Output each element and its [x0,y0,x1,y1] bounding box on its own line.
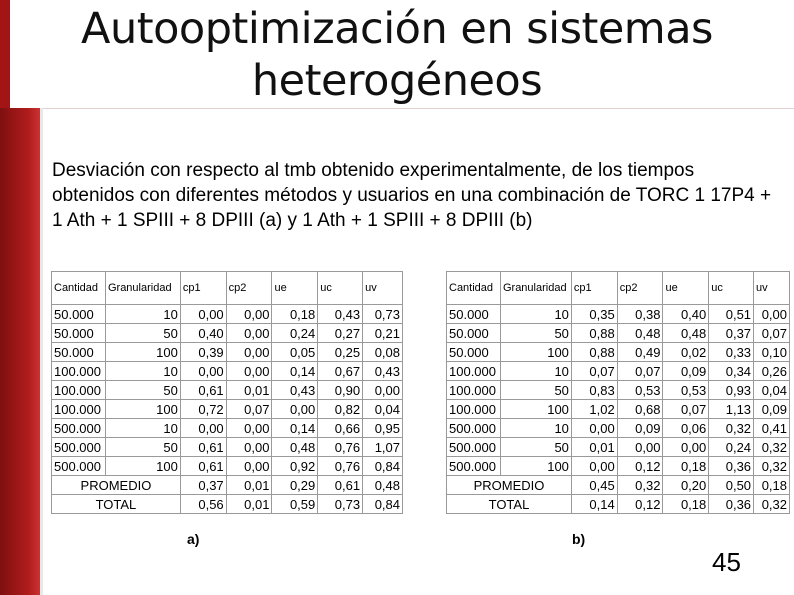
column-header: ue [272,272,318,305]
table-cell: 0,83 [571,381,617,400]
table-cell: 0,21 [363,324,403,343]
table-row [52,457,403,476]
table-cell: 0,84 [363,457,403,476]
table-cell: 0,00 [226,324,272,343]
table-row [447,362,790,381]
table-cell: 100.000 [447,400,501,419]
table-cell: 0,09 [617,419,663,438]
table-row [52,305,403,324]
table-cell: 0,39 [180,343,226,362]
table-cell: 0,14 [571,495,617,514]
table-cell: 100 [105,457,180,476]
table-cell: 0,53 [617,381,663,400]
table-row [447,343,790,362]
table-cell: 0,01 [226,476,272,495]
table-a [51,271,403,514]
page-number: 45 [712,547,741,577]
total-label: TOTAL [52,495,181,514]
table-cell: 100.000 [52,381,106,400]
table-row [447,438,790,457]
table-cell: 0,59 [272,495,318,514]
table-cell: 50 [500,438,571,457]
table-cell: 0,48 [663,324,709,343]
table-row [447,419,790,438]
table-cell: 0,00 [571,457,617,476]
table-cell: 0,12 [617,457,663,476]
table-cell: 0,18 [272,305,318,324]
table-cell: 0,09 [754,400,790,419]
table-cell: 0,09 [663,362,709,381]
table-cell: 0,50 [709,476,754,495]
table-cell: 0,27 [318,324,363,343]
table-cell: 0,01 [226,495,272,514]
table-cell: 0,76 [318,438,363,457]
table-cell: 50 [500,324,571,343]
table-cell: 0,43 [272,381,318,400]
table-cell: 0,33 [709,343,754,362]
column-header: cp1 [180,272,226,305]
table-cell: 0,29 [272,476,318,495]
table-cell: 0,18 [754,476,790,495]
total-row [447,495,790,514]
sidebar-accent [0,108,40,595]
table-cell: 0,51 [709,305,754,324]
table-cell: 500.000 [447,419,501,438]
table-cell: 0,07 [663,400,709,419]
table-cell: 0,73 [318,495,363,514]
table-cell: 0,10 [754,343,790,362]
table-cell: 1,07 [363,438,403,457]
table-row [52,324,403,343]
table-cell: 100.000 [447,362,501,381]
table-cell: 50 [105,324,180,343]
table-cell: 0,07 [571,362,617,381]
table-b [446,271,790,514]
table-cell: 0,61 [318,476,363,495]
table-cell: 0,92 [272,457,318,476]
table-cell: 0,01 [226,381,272,400]
table-cell: 0,04 [754,381,790,400]
total-label: TOTAL [447,495,572,514]
table-row [52,343,403,362]
table-cell: 10 [500,362,571,381]
table-cell: 0,37 [709,324,754,343]
table-cell: 0,61 [180,438,226,457]
table-a-header-row [52,272,403,305]
table-cell: 0,07 [617,362,663,381]
table-cell: 0,24 [272,324,318,343]
table-cell: 0,34 [709,362,754,381]
table-cell: 0,18 [663,457,709,476]
table-cell: 0,04 [363,400,403,419]
table-cell: 100 [500,457,571,476]
table-cell: 0,18 [663,495,709,514]
table-cell: 0,76 [318,457,363,476]
table-cell: 0,07 [226,400,272,419]
table-cell: 50.000 [447,324,501,343]
table-cell: 0,48 [272,438,318,457]
promedio-label: PROMEDIO [52,476,181,495]
total-row [52,495,403,514]
table-cell: 0,32 [617,476,663,495]
table-cell: 0,37 [180,476,226,495]
table-cell: 0,66 [318,419,363,438]
table-cell: 10 [105,305,180,324]
table-cell: 50.000 [447,305,501,324]
table-cell: 1,02 [571,400,617,419]
table-cell: 0,56 [180,495,226,514]
table-cell: 50.000 [52,305,106,324]
table-cell: 0,02 [663,343,709,362]
table-cell: 0,38 [617,305,663,324]
table-cell: 0,32 [754,457,790,476]
table-cell: 0,00 [226,343,272,362]
table-cell: 0,82 [318,400,363,419]
table-cell: 50.000 [52,324,106,343]
table-cell: 0,00 [226,362,272,381]
column-header: uv [754,272,790,305]
table-cell: 0,00 [226,457,272,476]
column-header: Granularidad [105,272,180,305]
table-cell: 0,00 [272,400,318,419]
slide-title-line1: Autooptimización en sistemas [81,4,713,54]
table-cell: 100.000 [52,400,106,419]
table-cell: 0,88 [571,343,617,362]
column-header: Cantidad [52,272,106,305]
table-cell: 0,20 [663,476,709,495]
table-row [447,457,790,476]
table-cell: 100 [105,400,180,419]
table-cell: 0,72 [180,400,226,419]
column-header: Cantidad [447,272,501,305]
table-cell: 0,25 [318,343,363,362]
table-cell: 50 [105,438,180,457]
table-cell: 0,88 [571,324,617,343]
table-cell: 0,00 [180,362,226,381]
table-row [52,381,403,400]
table-cell: 0,90 [318,381,363,400]
table-cell: 0,00 [754,305,790,324]
promedio-row [52,476,403,495]
table-cell: 0,67 [318,362,363,381]
table-row [52,362,403,381]
caption-b: b) [572,531,586,547]
table-cell: 0,61 [180,457,226,476]
table-cell: 500.000 [447,457,501,476]
table-row [52,400,403,419]
table-cell: 500.000 [52,457,106,476]
table-row [447,305,790,324]
table-cell: 0,95 [363,419,403,438]
table-cell: 1,13 [709,400,754,419]
table-cell: 10 [105,362,180,381]
table-cell: 0,45 [571,476,617,495]
column-header: Granularidad [500,272,571,305]
table-cell: 0,32 [754,438,790,457]
table-row [52,419,403,438]
table-cell: 0,32 [709,419,754,438]
table-cell: 100 [500,343,571,362]
table-cell: 0,12 [617,495,663,514]
table-cell: 0,00 [180,419,226,438]
table-cell: 100.000 [52,362,106,381]
column-header: cp1 [571,272,617,305]
table-cell: 0,36 [709,495,754,514]
table-cell: 0,00 [226,438,272,457]
table-cell: 0,00 [617,438,663,457]
table-row [447,324,790,343]
table-cell: 0,40 [180,324,226,343]
table-cell: 0,48 [363,476,403,495]
table-cell: 0,32 [754,495,790,514]
table-cell: 0,61 [180,381,226,400]
slide-title-line2: heterogéneos [251,56,543,106]
promedio-row [447,476,790,495]
table-cell: 0,49 [617,343,663,362]
table-cell: 100 [105,343,180,362]
table-cell: 0,00 [226,305,272,324]
table-cell: 0,35 [571,305,617,324]
table-cell: 0,40 [663,305,709,324]
table-cell: 50 [105,381,180,400]
table-cell: 0,00 [363,381,403,400]
column-header: uc [709,272,754,305]
table-cell: 50.000 [447,343,501,362]
table-cell: 0,00 [180,305,226,324]
table-cell: 0,00 [663,438,709,457]
column-header: ue [663,272,709,305]
table-cell: 100.000 [447,381,501,400]
table-cell: 10 [105,419,180,438]
table-cell: 0,41 [754,419,790,438]
column-header: cp2 [226,272,272,305]
table-cell: 0,00 [571,419,617,438]
table-cell: 500.000 [52,438,106,457]
column-header: uc [318,272,363,305]
table-cell: 0,07 [754,324,790,343]
column-header: cp2 [617,272,663,305]
table-cell: 0,01 [571,438,617,457]
table-cell: 0,00 [226,419,272,438]
table-cell: 0,43 [363,362,403,381]
promedio-label: PROMEDIO [447,476,572,495]
table-cell: 100 [500,400,571,419]
table-cell: 50 [500,381,571,400]
table-cell: 0,14 [272,362,318,381]
table-cell: 0,06 [663,419,709,438]
table-cell: 0,48 [617,324,663,343]
table-cell: 0,93 [709,381,754,400]
description-text: Desviación con respecto al tmb obtenido experimentalmente, de los tiempos obtenidos con diferentes métodos y usuarios en una combinación de TORC 1 17P4 + 1 Ath + 1 SPIII + 8 DPIII (a) y 1 Ath + 1 SPIII + 8 DPIII (b) [52,160,772,231]
table-cell: 500.000 [52,419,106,438]
table-cell: 0,36 [709,457,754,476]
table-cell: 0,53 [663,381,709,400]
table-row [447,400,790,419]
table-cell: 0,14 [272,419,318,438]
table-row [447,381,790,400]
table-cell: 0,73 [363,305,403,324]
table-cell: 0,05 [272,343,318,362]
table-cell: 10 [500,419,571,438]
table-cell: 0,68 [617,400,663,419]
table-b-header-row [447,272,790,305]
table-cell: 500.000 [447,438,501,457]
table-cell: 0,84 [363,495,403,514]
table-cell: 10 [500,305,571,324]
table-cell: 0,08 [363,343,403,362]
table-cell: 50.000 [52,343,106,362]
table-cell: 0,26 [754,362,790,381]
column-header: uv [363,272,403,305]
table-row [52,438,403,457]
table-cell: 0,24 [709,438,754,457]
table-cell: 0,43 [318,305,363,324]
caption-a: a) [187,531,200,547]
